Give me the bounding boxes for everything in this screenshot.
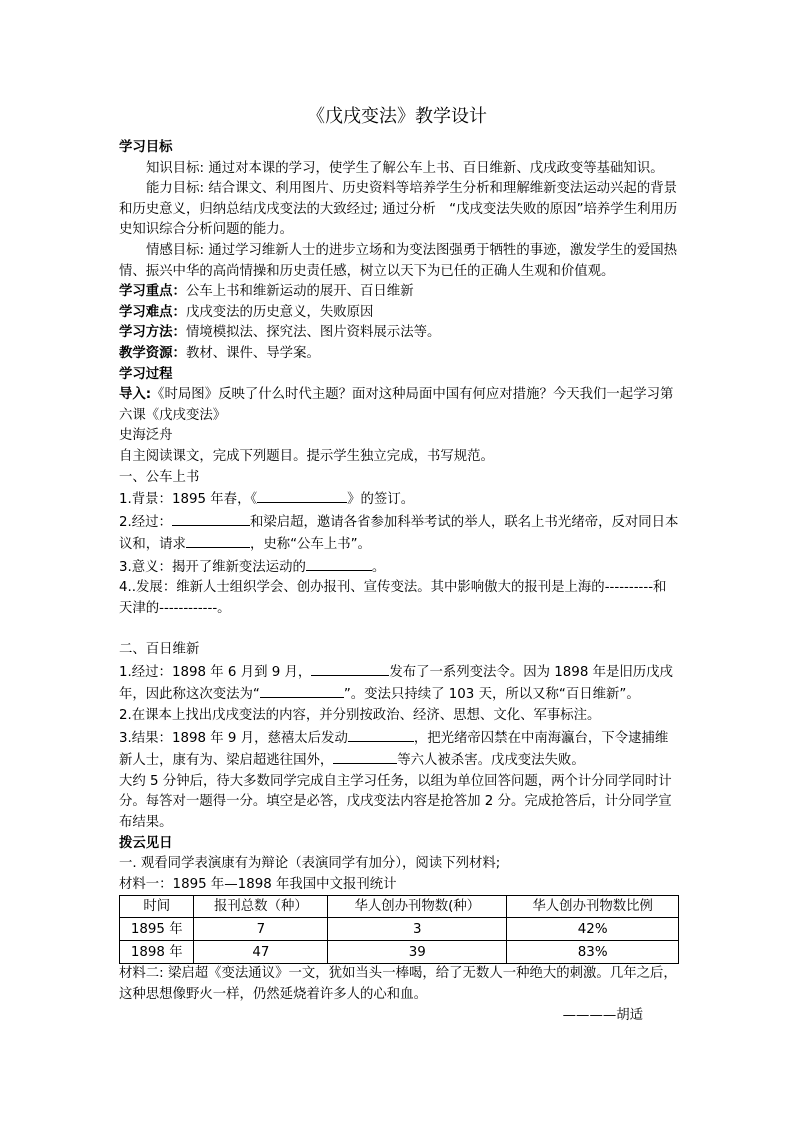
difficulties-line bbox=[119, 303, 679, 324]
difficulties-label: 学习难点： bbox=[119, 304, 186, 320]
table-row bbox=[120, 941, 679, 964]
reform-course-text-c: ”。变法只持续了 103 天，所以又称“百日维新”。 bbox=[343, 687, 640, 703]
course-text-a: 2.经过： bbox=[119, 514, 172, 530]
intro-text: 《时局图》反映了什么时代主题？面对这种局面中国有何应对措施？今天我们一起学习第六课《戊戌变法》 bbox=[119, 387, 674, 423]
result-text-b: ，把光绪帝囚禁在中南海瀛台，下令逮捕维新人士，康有为、梁启超逃往国外， bbox=[119, 730, 669, 769]
table-cell: 1895 年 bbox=[120, 918, 194, 941]
resources-line bbox=[119, 344, 679, 365]
table-header-cell: 时间 bbox=[120, 896, 194, 918]
table-header-cell: 报刊总数（种） bbox=[194, 896, 328, 918]
course-text-c: ，史称“公车上书”。 bbox=[249, 537, 371, 553]
document-body bbox=[119, 138, 679, 1026]
emotion-objective: 情感目标: 通过学习维新人士的进步立场和为变法图强勇于牺牲的事迹，激发学生的爱国热情、振兴中华的高尚情操和历史责任感，树立以天下为已任的正确人生观和价值观。 bbox=[119, 242, 677, 279]
section2-title: 拨云见日 bbox=[119, 835, 173, 851]
difficulties-text: 戊戌变法的历史意义，失败原因 bbox=[185, 304, 374, 320]
document-title: 《戊戌变法》教学设计 bbox=[307, 106, 487, 127]
methods-label: 学习方法： bbox=[119, 325, 186, 341]
person-blank bbox=[172, 511, 250, 526]
table-cell: 42% bbox=[507, 918, 679, 941]
reform-name-blank bbox=[260, 683, 344, 698]
meaning-text-b: 。 bbox=[371, 559, 386, 575]
meaning-blank bbox=[306, 556, 372, 571]
part2-timing: 大约 5 分钟后，待大多数同学完成自主学习任务，以组为单位回答问题，两个计分同学同时计分。每答对一题得一分。填空是必答，戊戌变法内容是抢答加 2 分。完成抢答后，计分同学宣布结果。 bbox=[119, 773, 672, 830]
table-cell: 1898 年 bbox=[120, 941, 194, 964]
key-points-text: 公车上书和维新运动的展开、百日维新 bbox=[185, 284, 414, 300]
knowledge-objective: 知识目标: 通过对本课的学习，使学生了解公车上书、百日维新、戊戌政变等基础知识。 bbox=[146, 160, 664, 176]
request-blank bbox=[186, 533, 250, 548]
background-text-b: 》的签订。 bbox=[347, 492, 415, 508]
spacer bbox=[119, 620, 679, 641]
process-heading: 学习过程 bbox=[119, 366, 173, 382]
intro-label: 导入: bbox=[119, 387, 152, 403]
objectives-heading: 学习目标 bbox=[119, 140, 173, 155]
martyr-blank bbox=[333, 749, 397, 764]
table-header-row bbox=[120, 896, 679, 918]
table-header-cell: 华人创办刊物数比例 bbox=[507, 896, 679, 918]
table-cell: 83% bbox=[507, 941, 679, 964]
part2-find: 2.在课本上找出戊戌变法的内容，并分别按政治、经济、思想、文化、军事标注。 bbox=[119, 708, 601, 724]
newspaper-stats-table bbox=[119, 895, 679, 964]
table-row bbox=[120, 918, 679, 941]
emperor-blank bbox=[311, 661, 389, 676]
instruction-text: 自主阅读课文，完成下列题目。提示学生独立完成，书写规范。 bbox=[119, 448, 494, 464]
material2-text: 材料二: 梁启超《变法通议》一文，犹如当头一棒喝，给了无数人一种绝大的刺激。几年之后，这种思想像野火一样，仍然延烧着许多人的心和血。 bbox=[119, 966, 677, 1002]
part2-result bbox=[119, 727, 679, 772]
part1-development: 4..发展：维新人士组织学会、创办报刊、宣传变法。其中影响傲大的报刊是上海的----------和天津的------------。 bbox=[119, 580, 667, 617]
part2-title: 二、百日维新 bbox=[119, 642, 200, 658]
table-header-cell: 华人创办刊物数(种） bbox=[328, 896, 507, 918]
part2-course bbox=[119, 661, 679, 706]
part1-course bbox=[119, 511, 679, 556]
table-cell: 7 bbox=[194, 918, 328, 941]
table-cell: 47 bbox=[194, 941, 328, 964]
watch-instruction: 一. 观看同学表演康有为辩论（表演同学有加分），阅读下列材料; bbox=[119, 856, 501, 872]
table-cell: 3 bbox=[328, 918, 507, 941]
methods-text: 情境模拟法、探究法、图片资料展示法等。 bbox=[185, 325, 441, 341]
key-points-line bbox=[119, 282, 679, 303]
section1-title: 史海泛舟 bbox=[119, 428, 173, 444]
reform-course-text-b: 发布了一系列变法令。因为 1898 年是旧历戊戌年，因此称这次变法为“ bbox=[119, 664, 673, 703]
key-points-label: 学习重点： bbox=[119, 284, 186, 300]
part1-meaning bbox=[119, 556, 679, 579]
ability-objective: 能力目标: 结合课文、利用图片、历史资料等培养学生分析和理解维新变法运动兴起的背景和历史意义，归纳总结戊戌变法的大致经过; 通过分析 “戊戌变法失败的原因”培养学生利用历史知识综合分析问题的能力。 bbox=[119, 181, 678, 238]
methods-line bbox=[119, 323, 679, 344]
resources-label: 教学资源： bbox=[119, 345, 186, 361]
table-cell: 39 bbox=[328, 941, 507, 964]
background-text-a: 1.背景：1895 年春，《 bbox=[119, 492, 258, 508]
quote-signature: ————胡适 bbox=[562, 1007, 643, 1023]
meaning-text-a: 3.意义：揭开了维新变法运动的 bbox=[119, 559, 306, 575]
resources-text: 教材、课件、导学案。 bbox=[185, 345, 320, 361]
coup-blank bbox=[348, 727, 414, 742]
part1-title: 一、公车上书 bbox=[119, 469, 200, 485]
reform-course-text-a: 1.经过：1898 年 6 月到 9 月， bbox=[119, 664, 312, 680]
intro-line bbox=[119, 385, 679, 426]
part1-background bbox=[119, 488, 679, 511]
course-text-b: 和梁启超，邀请各省参加科举考试的举人，联名上书光绪帝，反对同日本议和，请求 bbox=[119, 514, 679, 553]
result-text-c: 等六人被杀害。戊戌变法失败。 bbox=[397, 753, 585, 769]
material1-title: 材料一：1895 年—1898 年我国中文报刊统计 bbox=[119, 876, 397, 892]
result-text-a: 3.结果：1898 年 9 月，慈禧太后发动 bbox=[119, 730, 348, 746]
treaty-blank bbox=[257, 488, 347, 503]
